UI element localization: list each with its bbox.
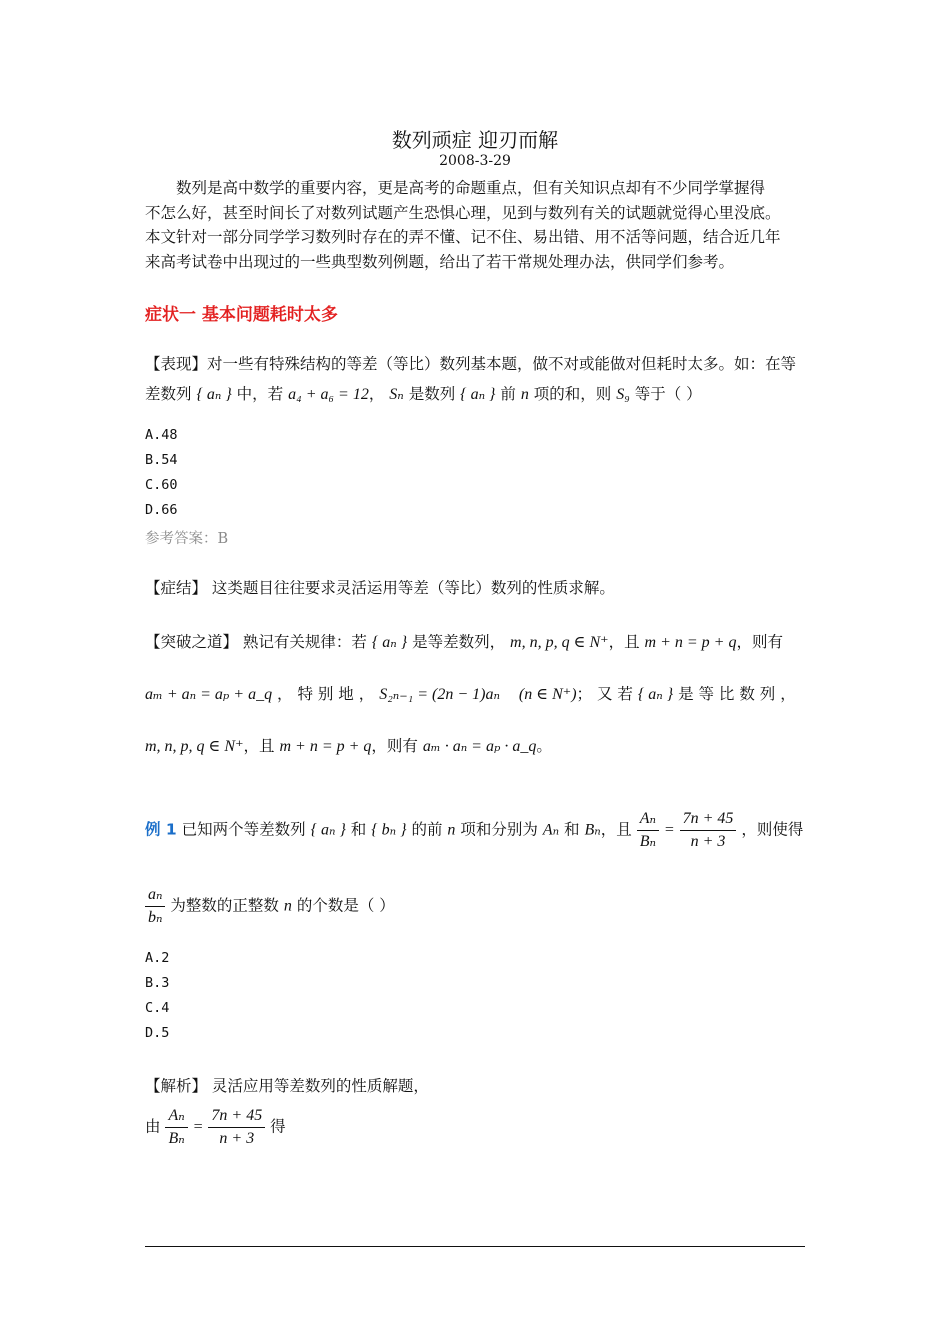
- derivation-line: [145, 1105, 286, 1150]
- equation: aₘ · aₙ = aₚ · a_q: [422, 738, 537, 755]
- condition: (n ∈ N⁺): [518, 686, 577, 703]
- option-b: B.3: [145, 975, 170, 991]
- variable-n: n: [283, 897, 292, 915]
- option-c: C.4: [145, 1000, 170, 1016]
- equation: a₄ + a₆ = 12: [288, 386, 369, 403]
- option-d: D.5: [145, 1025, 170, 1041]
- variable-n: n: [447, 821, 456, 839]
- zhengjie-text: 【症结】 这类题目往往要求灵活运用等差（等比）数列的性质求解。: [145, 579, 615, 597]
- text-span: 由: [145, 1117, 161, 1136]
- sequence-a: { aₙ }: [460, 386, 496, 403]
- fraction-an-bn: [637, 808, 659, 853]
- intro-line: 数列是高中数学的重要内容，更是高考的命题重点，但有关知识点却有不少同学掌握得: [176, 179, 766, 197]
- example-1-line-2: [145, 884, 395, 929]
- fraction-numerator: 7n + 45: [680, 808, 737, 831]
- text-span: 。: [536, 737, 552, 755]
- fraction-an-over-bn: [145, 884, 165, 929]
- intro-line: 不怎么好，甚至时间长了对数列试题产生恐惧心理，见到与数列有关的试题就觉得心里没底。: [145, 203, 781, 222]
- text-span: 是 等 比 数 列 ，: [678, 685, 796, 703]
- intro-paragraph: [145, 176, 810, 274]
- text-span: 项和分别为: [460, 820, 538, 839]
- variable-n: n: [520, 386, 529, 403]
- text-span: 是等差数列，: [412, 633, 506, 651]
- text-span: 【突破之道】 熟记有关规律：若: [145, 633, 367, 651]
- equation: S₂ₙ₋₁ = (2n − 1)aₙ: [379, 686, 500, 703]
- text-span: 中，若: [236, 385, 284, 403]
- sequence-a: { aₙ }: [196, 386, 232, 403]
- fraction-numerator: Aₙ: [165, 1105, 187, 1128]
- sequence-a: { aₙ }: [637, 686, 674, 703]
- sequence-b: { bₙ }: [371, 821, 407, 839]
- equals-sign: =: [192, 1118, 204, 1136]
- text-span: 项的和，则: [533, 385, 612, 403]
- text-span: ，且: [608, 633, 640, 651]
- fraction-denominator: bₙ: [148, 909, 163, 926]
- fraction-denominator: n + 3: [219, 1130, 255, 1147]
- text-span: 前: [500, 385, 516, 403]
- text-span: 是数列: [408, 385, 456, 403]
- text-span: 等于（ ）: [634, 385, 702, 403]
- biaoxian-line-2: [145, 382, 702, 404]
- text-span: 差数列: [145, 385, 192, 403]
- set-expression: m, n, p, q ∈ N⁺: [510, 634, 609, 651]
- text-span: 和: [350, 820, 367, 839]
- article-title: 数列顽症 迎刃而解: [391, 128, 559, 152]
- biaoxian-line-1: 【表现】对一些有特殊结构的等差（等比）数列基本题，做不对或能做对但耗时太多。如：在等: [145, 355, 797, 373]
- equation: aₘ + aₙ = aₚ + a_q: [145, 686, 273, 703]
- tupo-line-3: [145, 734, 552, 756]
- fraction-denominator: n + 3: [690, 833, 726, 850]
- text-span: ，且: [600, 820, 632, 839]
- example-label: 例 1: [145, 820, 177, 839]
- text-span: ， 特 别 地 ，: [277, 685, 375, 703]
- text-span: 的前: [411, 820, 443, 839]
- fraction-numerator: Aₙ: [637, 808, 659, 831]
- set-expression: m, n, p, q ∈ N⁺: [145, 738, 244, 755]
- text-span: ，: [368, 385, 385, 403]
- jiexi-text: 【解析】 灵活应用等差数列的性质解题，: [145, 1077, 429, 1095]
- sum-s9: S₉: [616, 386, 630, 403]
- option-c: C.60: [145, 477, 178, 493]
- text-span: 为整数的正整数: [170, 896, 279, 915]
- intro-line: 来高考试卷中出现过的一些典型数列例题，给出了若干常规处理办法，供同学们参考。: [145, 252, 735, 271]
- tupo-line-1: [145, 630, 783, 652]
- fraction-numerator: aₙ: [145, 884, 165, 907]
- equals-sign: =: [663, 821, 675, 839]
- option-b: B.54: [145, 452, 178, 468]
- example-1-line-1: [145, 808, 803, 853]
- fraction-an-bn: [165, 1105, 187, 1150]
- fraction-expression: [208, 1105, 265, 1150]
- text-span: ，则使得: [741, 820, 804, 839]
- text-span: 和: [564, 820, 580, 839]
- option-a: A.2: [145, 950, 170, 966]
- text-span: 得: [270, 1117, 286, 1136]
- equation: m + n = p + q: [644, 634, 737, 651]
- sum-sn: Sₙ: [389, 386, 404, 403]
- section-heading: 症状一 基本问题耗时太多: [145, 305, 338, 325]
- sequence-a: { aₙ }: [310, 821, 346, 839]
- text-span: 已知两个等差数列: [181, 820, 306, 839]
- text-span: 的个数是（ ）: [296, 896, 395, 915]
- article-date: 2008-3-29: [439, 153, 511, 169]
- text-span: ，且: [243, 737, 275, 755]
- text-span: ； 又 若: [576, 685, 633, 703]
- equation: m + n = p + q: [279, 738, 372, 755]
- text-span: ，则有: [371, 737, 418, 755]
- footer-divider: [145, 1246, 805, 1247]
- fraction-numerator: 7n + 45: [208, 1105, 265, 1128]
- tupo-line-2: [145, 682, 796, 704]
- sum-an: Aₙ: [542, 821, 560, 839]
- fraction-expression: [680, 808, 737, 853]
- reference-answer: 参考答案：B: [145, 531, 229, 547]
- sum-bn: Bₙ: [584, 821, 601, 839]
- fraction-denominator: Bₙ: [168, 1130, 185, 1147]
- sequence-a: { aₙ }: [371, 634, 408, 651]
- fraction-denominator: Bₙ: [639, 833, 656, 850]
- option-d: D.66: [145, 502, 178, 518]
- option-a: A.48: [145, 427, 178, 443]
- text-span: ，则有: [736, 633, 783, 651]
- intro-line: 本文针对一部分同学学习数列时存在的弄不懂、记不住、易出错、用不活等问题，结合近几年: [145, 228, 781, 246]
